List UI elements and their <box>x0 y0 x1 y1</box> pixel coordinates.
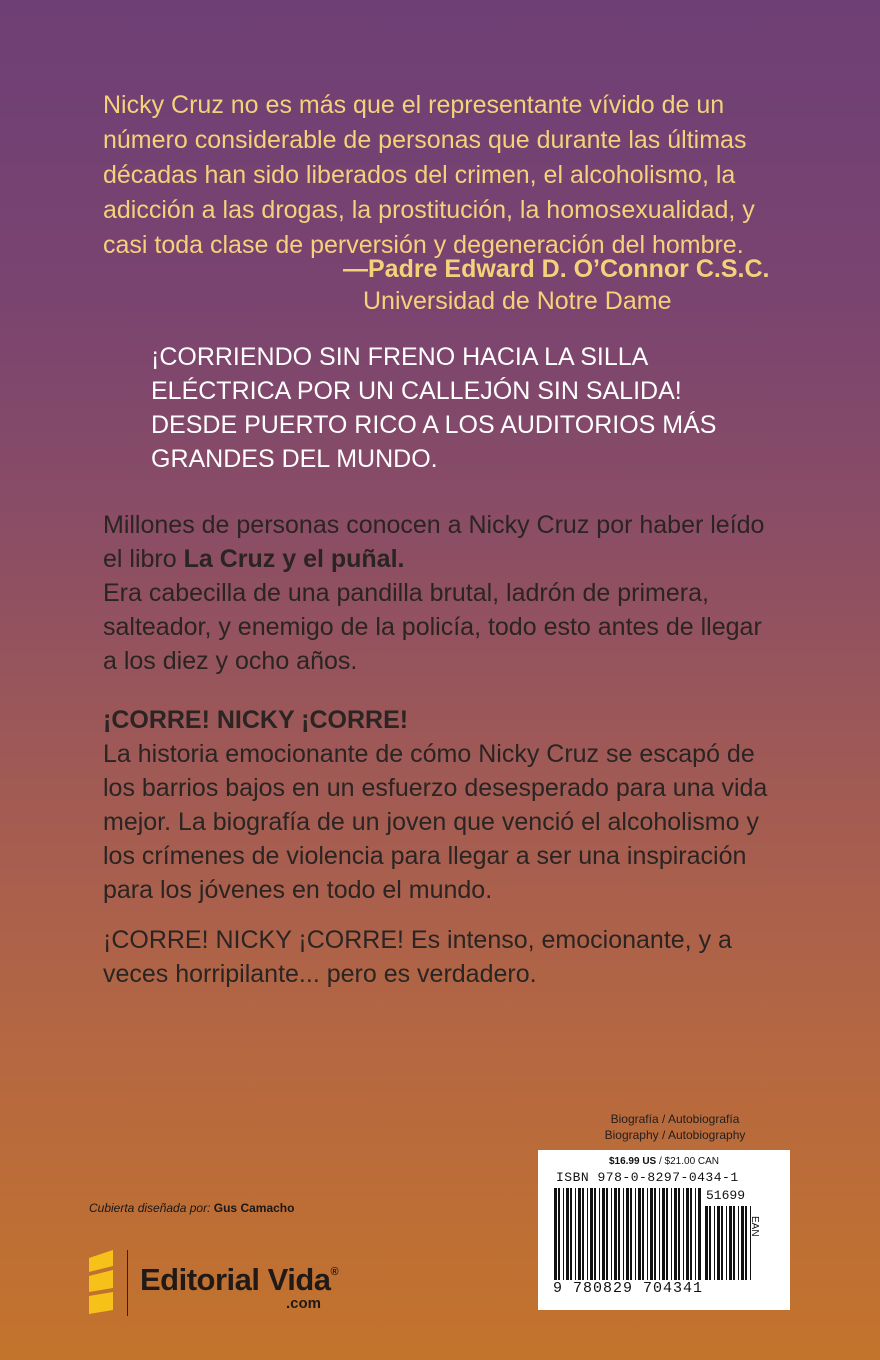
logo-divider <box>127 1250 128 1316</box>
paragraph-line: Era cabecilla de una pandilla brutal, ladrón de primera, <box>103 579 709 607</box>
credit-role: Cubierta diseñada por: <box>89 1201 211 1215</box>
headline <box>151 340 831 476</box>
barcode-panel <box>538 1150 790 1310</box>
quote-line: número considerable de personas que durante las últimas <box>103 126 747 154</box>
paragraph-line: Millones de personas conocen a Nicky Cruz por haber leído <box>103 511 765 539</box>
section-heading: ¡CORRE! NICKY ¡CORRE! <box>103 706 409 734</box>
paragraph-closing <box>103 923 833 991</box>
addon-barcode <box>704 1206 754 1280</box>
quote-attribution-institution: Universidad de Notre Dame <box>363 287 672 315</box>
quote-line: casi toda clase de perversión y degeneración del hombre. <box>103 231 744 259</box>
ean-label: EAN <box>749 1216 760 1237</box>
paragraph-text: el libro <box>103 545 184 573</box>
publisher-name: Editorial Vida <box>140 1262 331 1297</box>
price-addon-code: 51699 <box>706 1188 746 1203</box>
cover-credit <box>89 1201 294 1215</box>
headline-line: GRANDES DEL MUNDO. <box>151 445 438 473</box>
quote-line: décadas han sido liberados del crimen, el alcoholismo, la <box>103 161 736 189</box>
publisher-domain: .com <box>286 1295 322 1312</box>
quote-attribution-name: —Padre Edward D. O’Connor C.S.C. <box>343 255 770 283</box>
paragraph-line: salteador, y enemigo de la policía, todo esto antes de llegar <box>103 613 762 641</box>
price-can: / $21.00 CAN <box>656 1156 720 1167</box>
ean-barcode <box>553 1188 703 1280</box>
paragraph-line: veces horripilante... pero es verdadero. <box>103 960 537 988</box>
quote-line: Nicky Cruz no es más que el representante vívido de un <box>103 91 725 119</box>
paragraph-line <box>103 542 833 576</box>
paragraph-line: La historia emocionante de cómo Nicky Cruz se escapó de <box>103 740 755 768</box>
paragraph-intro <box>103 508 833 678</box>
headline-line: DESDE PUERTO RICO A LOS AUDITORIOS MÁS <box>151 411 717 439</box>
book-title: La Cruz y el puñal. <box>183 545 405 573</box>
paragraph-line: para los jóvenes en todo el mundo. <box>103 876 493 904</box>
registered-mark: ® <box>330 1266 339 1278</box>
paragraph-line: a los diez y ocho años. <box>103 647 358 675</box>
paragraph-line: los barrios bajos en un esfuerzo desesperado para una vida <box>103 774 768 802</box>
publisher-logo-text <box>140 1262 338 1298</box>
paragraph-line: ¡CORRE! NICKY ¡CORRE! Es intenso, emocionante, y a <box>103 926 732 954</box>
headline-line: ¡CORRIENDO SIN FRENO HACIA LA SILLA <box>151 343 649 371</box>
paragraph-line: mejor. La biografía de un joven que venció el alcoholismo y <box>103 808 759 836</box>
category-english: Biography / Autobiography <box>604 1128 746 1142</box>
book-category <box>560 1111 790 1143</box>
publisher-logo-icon <box>89 1250 119 1314</box>
price-label <box>538 1156 790 1167</box>
isbn-text: ISBN 978-0-8297-0434-1 <box>556 1170 739 1185</box>
barcode-number: 9 780829 704341 <box>553 1280 704 1297</box>
credit-name: Gus Camacho <box>213 1201 295 1215</box>
endorsement-quote <box>103 88 823 263</box>
category-spanish: Biografía / Autobiografía <box>610 1112 740 1126</box>
quote-line: adicción a las drogas, la prostitución, la homosexualidad, y <box>103 196 755 224</box>
paragraph-story <box>103 703 833 907</box>
paragraph-line: los crímenes de violencia para llegar a ser una inspiración <box>103 842 747 870</box>
headline-line: ELÉCTRICA POR UN CALLEJÓN SIN SALIDA! <box>151 377 682 405</box>
price-us: $16.99 US <box>608 1156 657 1167</box>
